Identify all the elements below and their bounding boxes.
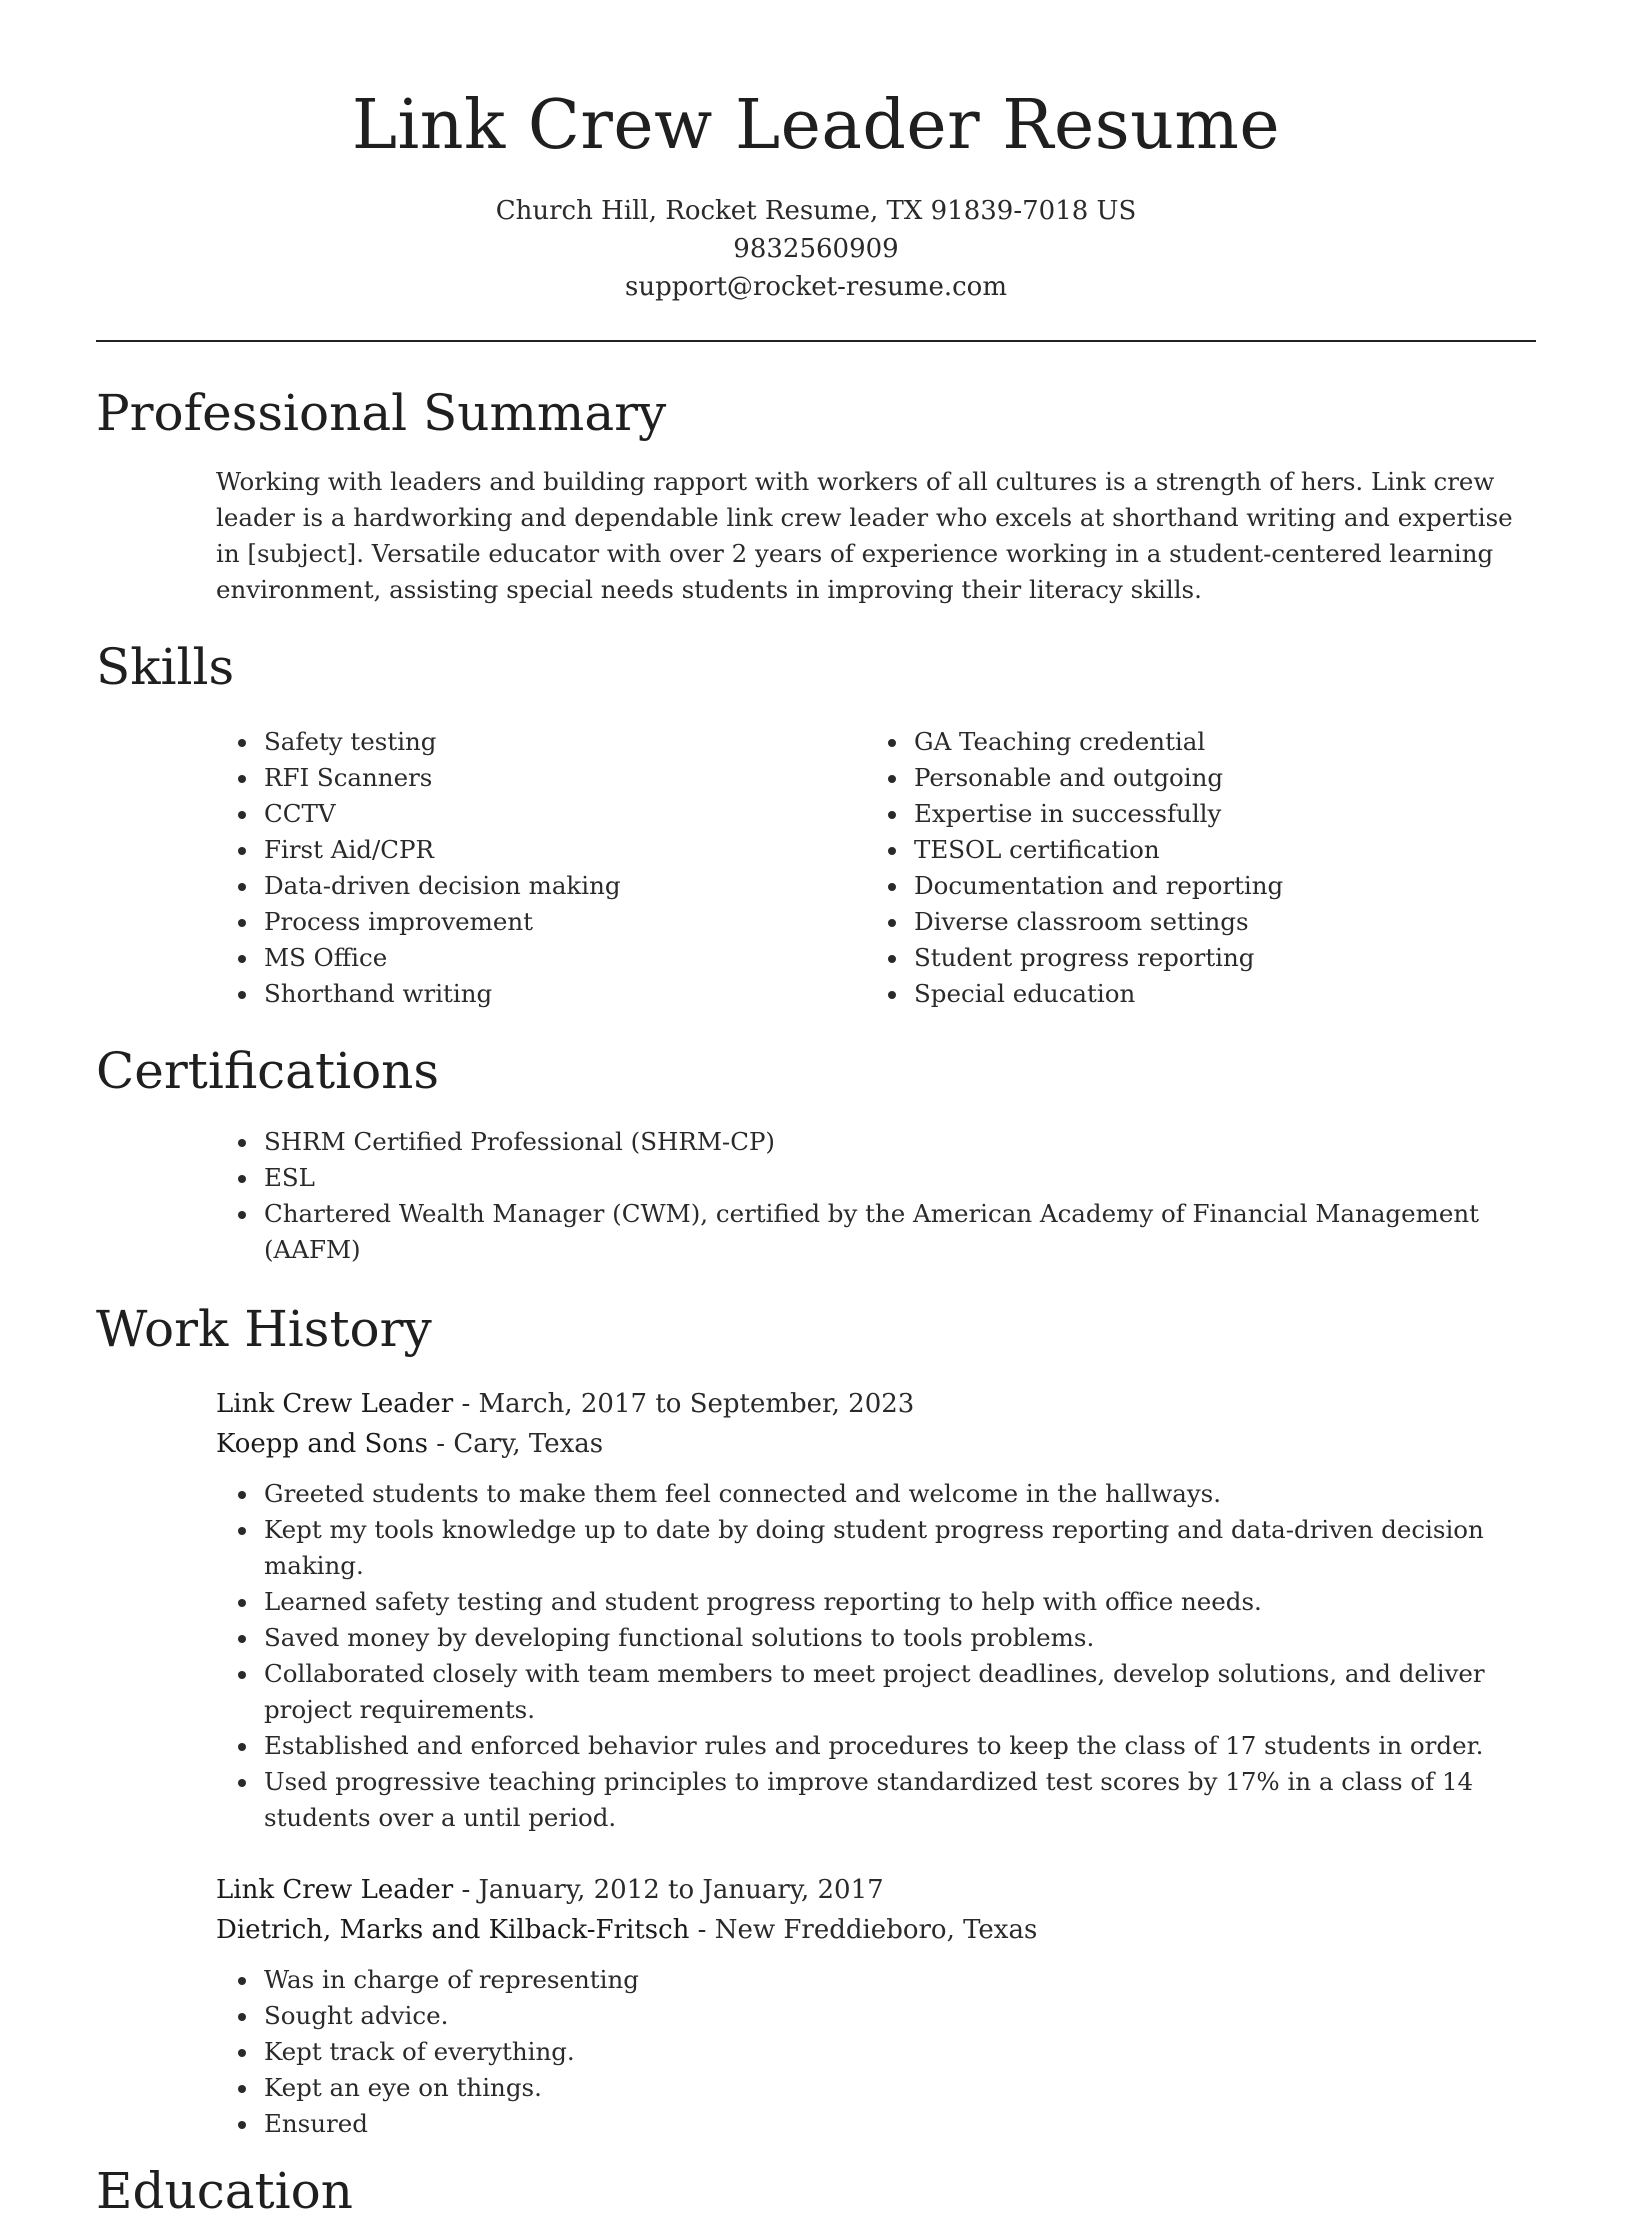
skills-grid (216, 724, 1536, 1012)
job-location: - New Freddieboro, Texas (689, 1915, 1038, 1945)
skill-item: • Diverse classroom settings (910, 904, 1516, 940)
job-title-line (216, 1384, 1536, 1424)
job-company-line (216, 1910, 1536, 1950)
job-bullet: • Kept my tools knowledge up to date by doing student progress reporting and data-driven decision making. (260, 1512, 1536, 1584)
certification-item: • ESL (260, 1160, 1536, 1196)
skill-item: • Process improvement (260, 904, 866, 940)
work-history-heading: Work History (96, 1300, 432, 1358)
job-bullets (216, 1476, 1536, 1836)
contact-address: Church Hill, Rocket Resume, TX 91839-7018 US (495, 196, 1137, 226)
job-bullet: • Kept an eye on things. (260, 2070, 1536, 2106)
job-bullet: • Sought advice. (260, 1998, 1536, 2034)
resume-title: Link Crew Leader Resume (351, 86, 1281, 165)
job-dates: - January, 2012 to January, 2017 (453, 1875, 884, 1905)
education-heading: Education (96, 2162, 353, 2220)
job-entry (216, 1384, 1536, 1836)
job-bullet: • Collaborated closely with team members to meet project deadlines, develop solutions, and deliver project requirements. (260, 1656, 1536, 1728)
skill-item: • RFI Scanners (260, 760, 866, 796)
job-company-line (216, 1424, 1536, 1464)
job-bullet: • Ensured (260, 2106, 1536, 2142)
job-title: Link Crew Leader (216, 1389, 454, 1419)
skill-item: • GA Teaching credential (910, 724, 1516, 760)
skill-item: • CCTV (260, 796, 866, 832)
job-entry (216, 1870, 1536, 2142)
header-divider (96, 340, 1536, 342)
job-bullet: • Was in charge of representing (260, 1962, 1536, 1998)
certifications-heading: Certifications (96, 1042, 440, 1100)
job-bullets (216, 1962, 1536, 2142)
skill-item: • Data-driven decision making (260, 868, 866, 904)
skill-item: • Documentation and reporting (910, 868, 1516, 904)
job-dates: - March, 2017 to September, 2023 (453, 1389, 915, 1419)
summary-text: Working with leaders and building rapport with workers of all cultures is a strength of hers. Link crew leader is a hardworking and dependable link crew leader who excels at shorthand writing and expertise in [subject]. Versatile educator with over 2 years of experience working in a student-centered learning environment, assisting special needs students in improving their literacy skills. (216, 467, 1513, 604)
certifications-list (216, 1124, 1536, 1268)
skills-list-left (216, 724, 866, 1012)
resume-content (96, 378, 1536, 2226)
contact-email: support@rocket-resume.com (624, 272, 1007, 302)
skills-list-right (866, 724, 1516, 1012)
skill-item: • Student progress reporting (910, 940, 1516, 976)
skill-item: • First Aid/CPR (260, 832, 866, 868)
skills-heading: Skills (96, 638, 235, 696)
skill-item: • Special education (910, 976, 1516, 1012)
certification-item: • SHRM Certified Professional (SHRM-CP) (260, 1124, 1536, 1160)
job-company: Dietrich, Marks and Kilback-Fritsch (216, 1915, 690, 1945)
job-bullet: • Established and enforced behavior rules and procedures to keep the class of 17 students in order. (260, 1728, 1536, 1764)
skill-item: • MS Office (260, 940, 866, 976)
skill-item: • Expertise in successfully (910, 796, 1516, 832)
resume-header (0, 0, 1632, 306)
job-company: Koepp and Sons (216, 1429, 429, 1459)
job-title-line (216, 1870, 1536, 1910)
skill-item: • Safety testing (260, 724, 866, 760)
job-bullet: • Learned safety testing and student progress reporting to help with office needs. (260, 1584, 1536, 1620)
contact-phone: 9832560909 (733, 234, 899, 264)
skill-item: • TESOL certification (910, 832, 1516, 868)
certification-item: • Chartered Wealth Manager (CWM), certified by the American Academy of Financial Management (AAFM) (260, 1196, 1536, 1268)
job-title: Link Crew Leader (216, 1875, 454, 1905)
skill-item: • Shorthand writing (260, 976, 866, 1012)
job-location: - Cary, Texas (428, 1429, 604, 1459)
contact-block (0, 192, 1632, 306)
certifications-block (216, 1124, 1536, 1268)
summary-heading: Professional Summary (96, 384, 667, 442)
job-bullet: • Kept track of everything. (260, 2034, 1536, 2070)
job-bullet: • Saved money by developing functional solutions to tools problems. (260, 1620, 1536, 1656)
job-bullet: • Greeted students to make them feel connected and welcome in the hallways. (260, 1476, 1536, 1512)
job-bullet: • Used progressive teaching principles to improve standardized test scores by 17% in a class of 14 students over a until period. (260, 1764, 1536, 1836)
skill-item: • Personable and outgoing (910, 760, 1516, 796)
